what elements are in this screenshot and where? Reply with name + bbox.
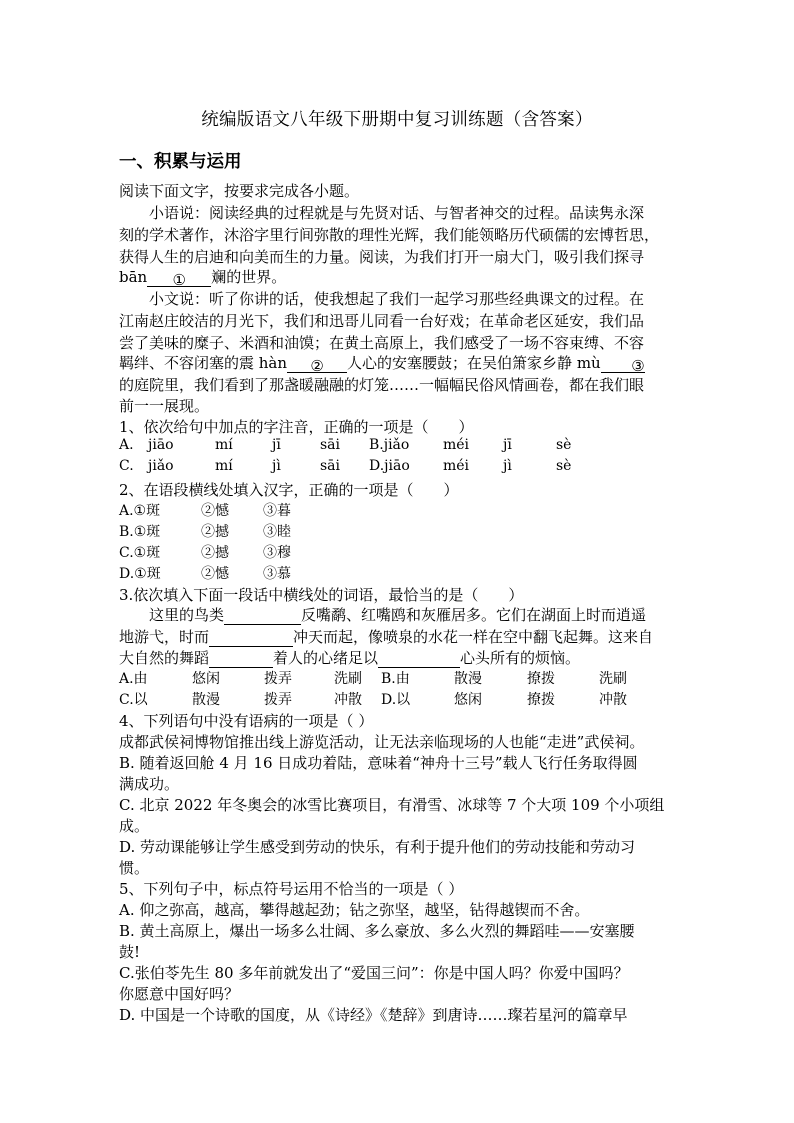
option-text: 冲散 bbox=[599, 692, 627, 708]
option-text: 撩拨 bbox=[527, 671, 555, 687]
question-4-option-d: D. 劳动课能够让学生感受到劳动的快乐，有利于提升他们的劳动技能和劳动习 bbox=[119, 838, 636, 856]
option-text: ②撼 bbox=[201, 545, 229, 561]
blank-marker: ① bbox=[172, 271, 186, 289]
passage-text: 斓的世界。 bbox=[211, 268, 287, 286]
passage-text: 反嘴鹬、红嘴鸥和灰雁居多。它们在湖面上时而逍遥 bbox=[301, 606, 647, 624]
option-text: C.以 bbox=[119, 692, 148, 708]
option-text: 拨弄 bbox=[264, 692, 292, 708]
passage-text: 冲天而起，像喷泉的水花一样在空中翻飞起舞。这来自 bbox=[293, 628, 654, 646]
passage-line: 刻的学术著作，沐浴字里行间弥散的理性光辉，我们能领略历代硕儒的宏博哲思， bbox=[119, 226, 660, 244]
fill-blank-3 bbox=[601, 357, 645, 373]
option-text: A.①斑 bbox=[119, 503, 161, 519]
question-3-text bbox=[119, 647, 580, 668]
option-text: 洗刷 bbox=[599, 671, 627, 687]
option-text: A. bbox=[119, 437, 134, 453]
blank-marker: ② bbox=[310, 357, 324, 375]
option-text: 撩拨 bbox=[527, 692, 555, 708]
question-5-option-d: D. 中国是一个诗歌的国度，从《诗经》《楚辞》到唐诗……璨若星河的篇章早 bbox=[119, 1006, 628, 1024]
question-4-option-c: C. 北京 2022 年冬奥会的冰雪比赛项目，有滑雪、冰球等 7 个大项 109 个小项组 bbox=[119, 796, 665, 814]
option-text: 冲散 bbox=[334, 692, 362, 708]
option-text: B.jiǎo bbox=[369, 437, 410, 453]
passage-line: 前一一展现。 bbox=[119, 397, 210, 415]
option-text: 洗刷 bbox=[334, 671, 362, 687]
passage-line: 获得人生的启迪和向美而生的力量。阅读，为我们打开一扇大门，吸引我们探寻 bbox=[119, 248, 645, 266]
option-text: méi bbox=[443, 437, 470, 453]
option-text: ③穆 bbox=[263, 545, 291, 561]
passage-text: 大自然的舞蹈 bbox=[119, 649, 210, 667]
question-3-text bbox=[149, 604, 646, 625]
option-text: jiǎo bbox=[148, 458, 174, 474]
option-text: ②憾 bbox=[201, 503, 229, 519]
option-text: sè bbox=[556, 437, 572, 453]
fill-blank bbox=[209, 631, 293, 647]
question-4-stem: 4、下列语句中没有语病的一项是（ ） bbox=[119, 712, 374, 730]
question-5-option-c: 你愿意中国好吗？ bbox=[119, 985, 240, 1003]
option-text: C.①斑 bbox=[119, 545, 161, 561]
passage-line bbox=[119, 266, 286, 287]
passage-text: 着人的心绪足以 bbox=[273, 649, 379, 667]
option-text: ③慕 bbox=[263, 566, 291, 582]
option-text: D.①斑 bbox=[119, 566, 161, 582]
option-text: sāi bbox=[320, 437, 341, 453]
fill-blank bbox=[378, 652, 460, 668]
passage-text: 人心的安塞腰鼓；在吴伯箫家乡静 mù bbox=[347, 354, 601, 372]
option-text: jiāo bbox=[148, 437, 174, 453]
question-4-option-a: 成都武侯祠博物馆推出线上游览活动，让无法亲临现场的人也能“走进”武侯祠。 bbox=[119, 733, 645, 751]
option-text: jī bbox=[272, 437, 281, 453]
question-4-option-c: 成。 bbox=[119, 817, 150, 835]
option-text: 悠闲 bbox=[192, 671, 220, 687]
question-5-option-b: B. 黄土高原上，爆出一场多么壮阔、多么豪放、多么火烈的舞蹈哇——安塞腰 bbox=[119, 922, 635, 940]
fill-blank-1 bbox=[147, 271, 211, 287]
option-text: B.由 bbox=[381, 671, 410, 687]
fill-blank-2 bbox=[287, 357, 347, 373]
blank-marker: ③ bbox=[631, 357, 645, 375]
option-text: jī bbox=[503, 437, 512, 453]
question-4-option-b: B. 随着返回舱 4 月 16 日成功着陆，意味着“神舟十三号”载人飞行任务取得圆 bbox=[119, 754, 638, 772]
option-text: 散漫 bbox=[192, 692, 220, 708]
passage-line: 的庭院里，我们看到了那盏暖融融的灯笼……一幅幅民俗风情画卷，都在我们眼 bbox=[119, 376, 645, 394]
passage-line: 小语说：阅读经典的过程就是与先贤对话、与智者神交的过程。品读隽永深 bbox=[149, 204, 645, 222]
option-text: sāi bbox=[320, 458, 341, 474]
passage-text: 这里的鸟类 bbox=[149, 606, 225, 624]
question-1-stem: 1、依次给句中加点的字注音，正确的一项是（ ） bbox=[119, 418, 474, 436]
passage-line: 尝了美味的糜子、米酒和油馍；在黄土高原上，我们感受了一场不容束缚、不容 bbox=[119, 334, 645, 352]
pinyin-text: bān bbox=[119, 268, 148, 286]
question-3-text bbox=[119, 626, 653, 647]
question-5-option-c: C.张伯苓先生 80 多年前就发出了“爱国三问”：你是中国人吗？你爱中国吗？ bbox=[119, 964, 629, 982]
question-5-option-b: 鼓! bbox=[119, 943, 141, 961]
question-2-stem: 2、在语段横线处填入汉字，正确的一项是（ ） bbox=[119, 481, 459, 499]
option-text: 拨弄 bbox=[264, 671, 292, 687]
option-text: A.由 bbox=[119, 671, 148, 687]
question-3-stem: 3.依次填入下面一段话中横线处的词语，最恰当的是（ ） bbox=[119, 586, 524, 604]
fill-blank bbox=[209, 652, 273, 668]
option-text: 散漫 bbox=[454, 671, 482, 687]
option-text: ②撼 bbox=[201, 524, 229, 540]
fill-blank bbox=[224, 609, 301, 625]
option-text: sè bbox=[556, 458, 572, 474]
option-text: jì bbox=[272, 458, 281, 474]
option-text: 悠闲 bbox=[454, 692, 482, 708]
passage-text: 心头所有的烦恼。 bbox=[460, 649, 581, 667]
option-text: mí bbox=[215, 437, 233, 453]
option-text: ③睦 bbox=[263, 524, 291, 540]
option-text: D.jiāo bbox=[369, 458, 410, 474]
passage-line: 江南赵庄皎洁的月光下，我们和迅哥儿同看一台好戏；在革命老区延安，我们品 bbox=[119, 312, 645, 330]
option-text: C. bbox=[119, 458, 134, 474]
passage-text: 羁绊、不容闭塞的震 hàn bbox=[119, 354, 288, 372]
option-text: ③暮 bbox=[263, 503, 291, 519]
option-text: D.以 bbox=[381, 692, 411, 708]
option-text: jì bbox=[503, 458, 512, 474]
document-title: 统编版语文八年级下册期中复习训练题（含答案） bbox=[201, 110, 593, 130]
passage-text: 地游弋，时而 bbox=[119, 628, 210, 646]
question-5-stem: 5、下列句子中，标点符号运用不恰当的一项是（ ） bbox=[119, 880, 464, 898]
passage-line: 小文说：听了你讲的话，使我想起了我们一起学习那些经典课文的过程。在 bbox=[149, 290, 645, 308]
passage-line bbox=[119, 352, 645, 373]
instruction-text: 阅读下面文字，按要求完成各小题。 bbox=[119, 182, 360, 200]
option-text: mí bbox=[215, 458, 233, 474]
question-4-option-d: 惯。 bbox=[119, 859, 150, 877]
option-text: ②憾 bbox=[201, 566, 229, 582]
option-text: méi bbox=[443, 458, 470, 474]
option-text: B.①斑 bbox=[119, 524, 161, 540]
question-5-option-a: A. 仰之弥高，越高，攀得越起劲；钻之弥坚，越坚，钻得越锲而不舍。 bbox=[119, 901, 590, 919]
section-heading: 一、积累与运用 bbox=[119, 152, 242, 172]
question-4-option-b: 满成功。 bbox=[119, 775, 180, 793]
